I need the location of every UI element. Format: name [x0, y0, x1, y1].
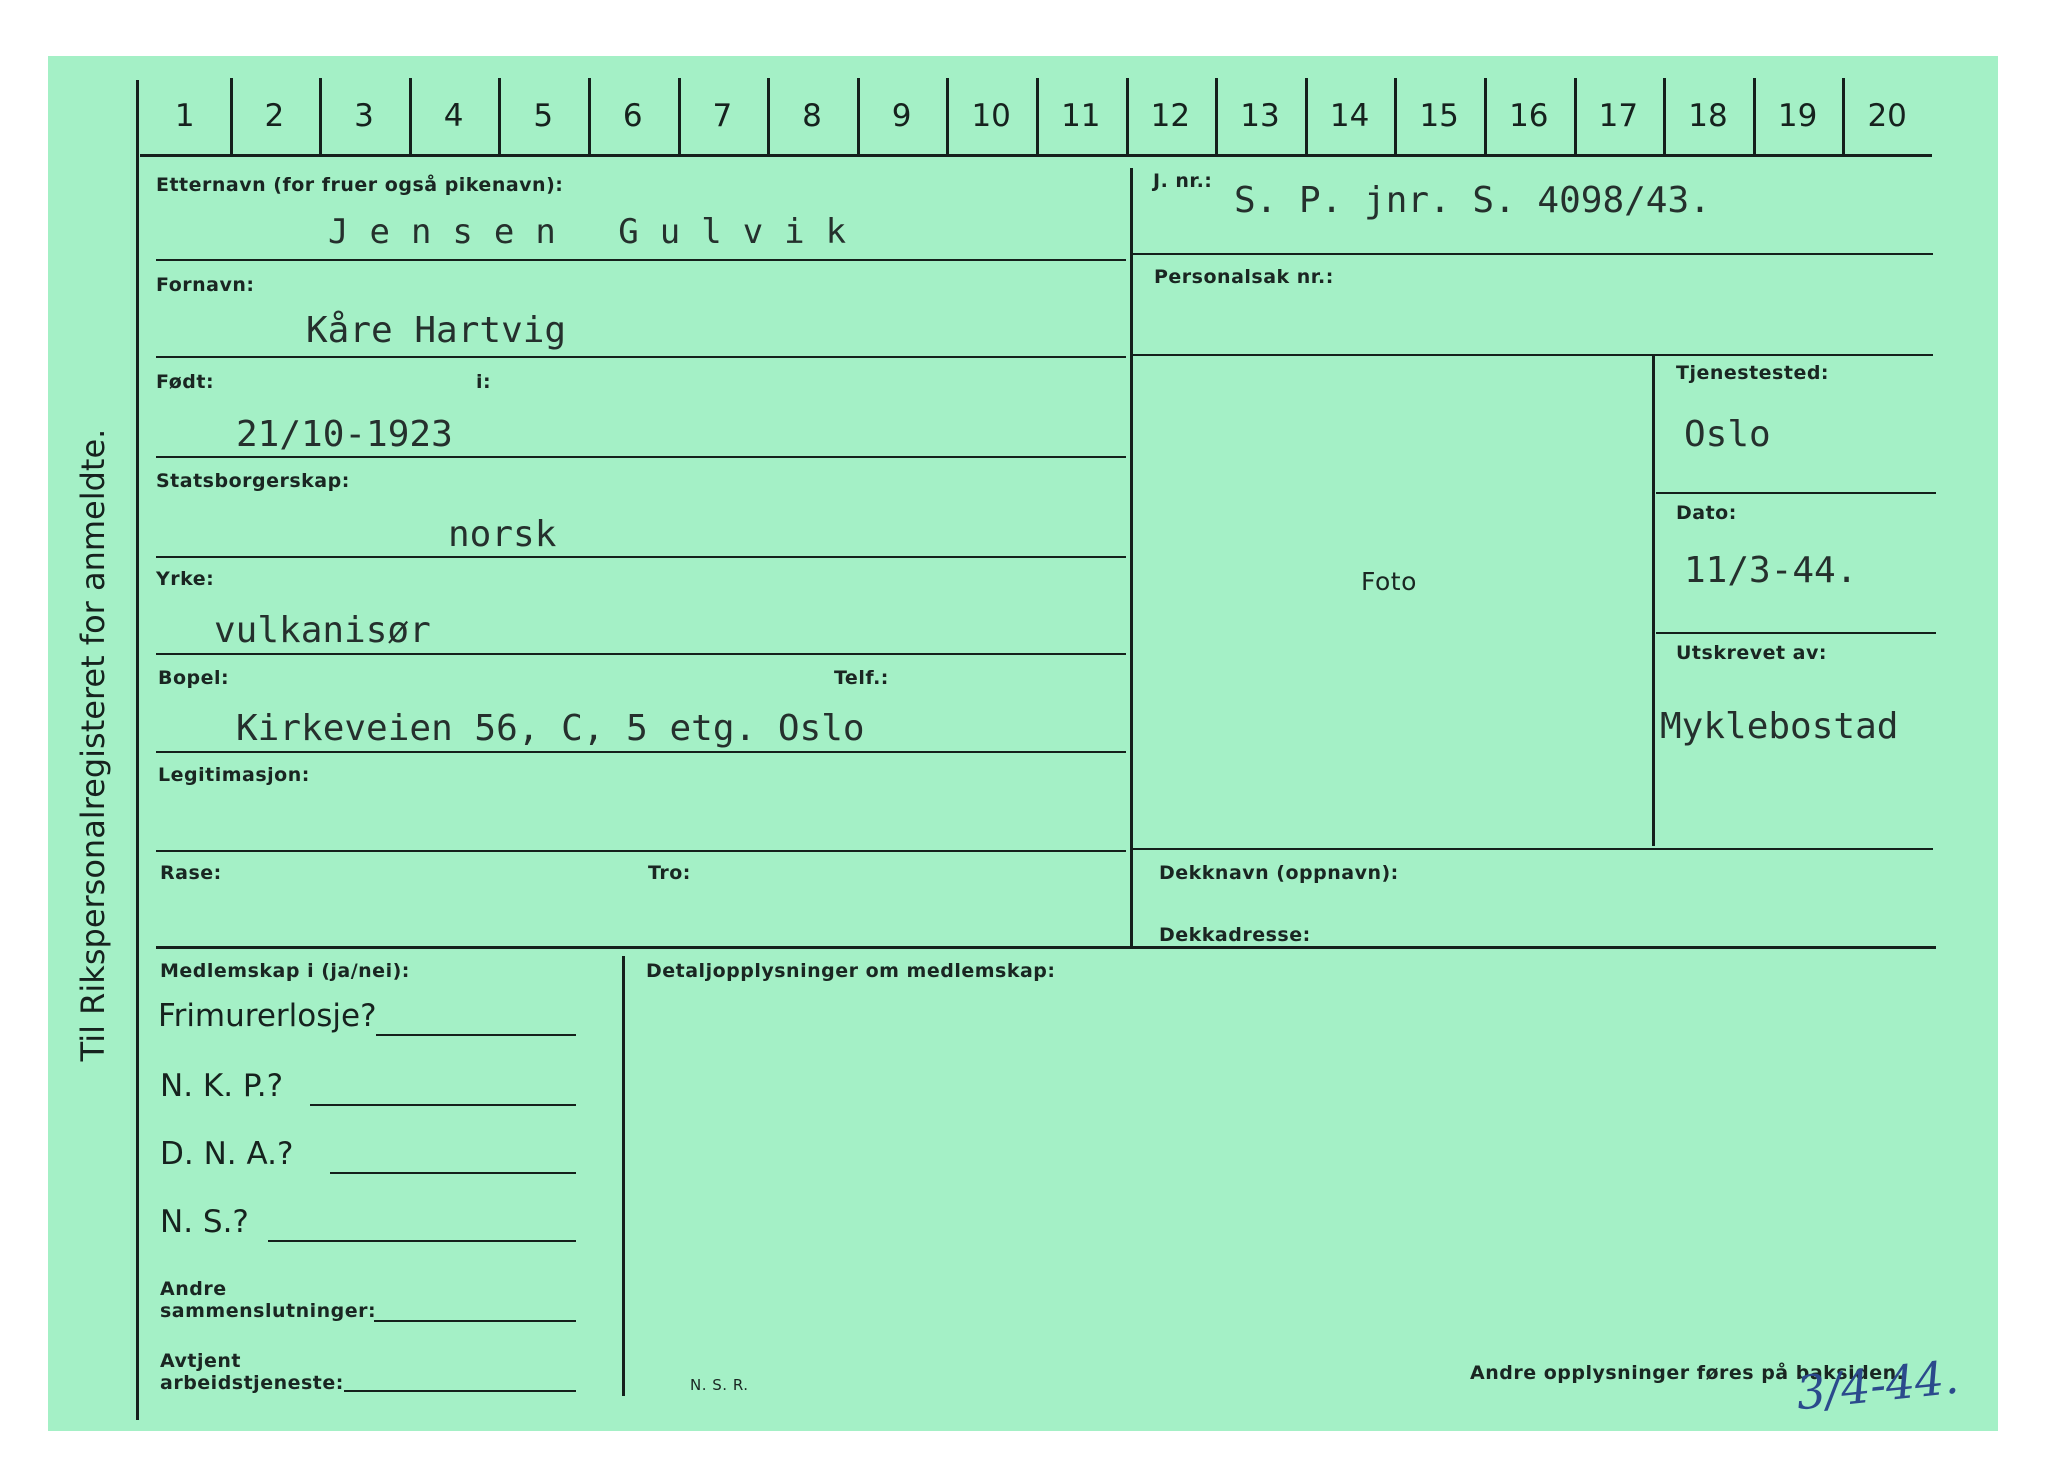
question-frimurer: Frimurerlosje? — [158, 998, 377, 1034]
column-number: 9 — [891, 98, 912, 134]
column-divider — [1305, 78, 1308, 154]
label-andre-2: sammenslutninger: — [160, 1300, 377, 1322]
column-divider — [498, 78, 501, 154]
rule — [156, 356, 1126, 358]
question-dna: D. N. A.? — [160, 1136, 294, 1172]
rule — [156, 850, 1126, 852]
membership-divider — [622, 956, 625, 1396]
column-number: 14 — [1329, 98, 1370, 134]
column-number: 4 — [443, 98, 464, 134]
column-number: 13 — [1240, 98, 1280, 134]
column-number: 17 — [1598, 98, 1639, 134]
value-tjenestested: Oslo — [1684, 414, 1771, 455]
label-jnr: J. nr.: — [1153, 170, 1213, 192]
column-number: 1 — [174, 98, 195, 134]
value-jnr: S. P. jnr. S. 4098/43. — [1234, 180, 1711, 221]
label-etternavn: Etternavn (for fruer også pikenavn): — [156, 174, 564, 196]
column-number: 6 — [622, 98, 643, 134]
value-bopel: Kirkeveien 56, C, 5 etg. Oslo — [236, 708, 865, 749]
rule — [1656, 632, 1936, 634]
label-medlemskap: Medlemskap i (ja/nei): — [160, 960, 410, 982]
rule — [1133, 253, 1933, 255]
answer-line-nkp — [310, 1104, 576, 1106]
rule — [1133, 848, 1933, 850]
value-statsborgerskap: norsk — [448, 514, 557, 555]
question-nkp: N. K. P.? — [160, 1068, 284, 1104]
rule — [1656, 492, 1936, 494]
label-detaljer: Detaljopplysninger om medlemskap: — [646, 960, 1056, 982]
answer-line-frimurer — [376, 1034, 576, 1036]
question-ns: N. S.? — [160, 1204, 249, 1240]
label-tro: Tro: — [648, 862, 691, 884]
footer-note: Andre opplysninger føres på baksiden. — [1470, 1362, 1905, 1384]
answer-line-dna — [330, 1172, 576, 1174]
column-number: 20 — [1867, 98, 1907, 134]
answer-line-ns — [268, 1240, 576, 1242]
column-number: 12 — [1150, 98, 1191, 134]
column-divider — [1126, 78, 1129, 154]
label-statsborgerskap: Statsborgerskap: — [156, 470, 350, 492]
column-number: 16 — [1509, 98, 1549, 134]
column-number: 19 — [1777, 98, 1818, 134]
label-foto: Foto — [1361, 567, 1417, 596]
column-number: 7 — [712, 98, 733, 134]
side-text: Til Rikspersonalregisteret for anmeldte. — [74, 428, 112, 1062]
handwritten-date: 3/4-44. — [1793, 1349, 1962, 1421]
registration-card — [48, 56, 1998, 1431]
label-tjenestested: Tjenestested: — [1676, 362, 1830, 384]
section-rule — [156, 946, 1936, 949]
column-number: 3 — [354, 98, 374, 134]
answer-line-avtjent — [344, 1390, 576, 1392]
column-divider — [767, 78, 770, 154]
value-fodt: 21/10-1923 — [236, 414, 453, 455]
column-divider — [1036, 78, 1039, 154]
column-divider — [1842, 78, 1845, 154]
label-fodt: Født: — [156, 371, 215, 393]
column-divider — [1753, 78, 1756, 154]
header-rule — [140, 154, 1932, 157]
label-yrke: Yrke: — [156, 568, 215, 590]
rule — [156, 556, 1126, 558]
value-dato: 11/3-44. — [1684, 550, 1858, 591]
rule — [1133, 354, 1933, 356]
rule — [156, 456, 1126, 458]
column-number: 5 — [533, 98, 554, 134]
value-yrke: vulkanisør — [214, 610, 431, 651]
column-divider — [1215, 78, 1218, 154]
value-etternavn: Jensen Gulvik — [328, 212, 868, 252]
column-number: 10 — [971, 98, 1011, 134]
label-legitimasjon: Legitimasjon: — [158, 764, 310, 786]
column-divider — [1663, 78, 1666, 154]
column-number: 15 — [1419, 98, 1459, 134]
label-avtjent-2: arbeidstjeneste: — [160, 1372, 344, 1394]
column-divider — [678, 78, 681, 154]
label-andre-1: Andre — [160, 1278, 227, 1300]
rule — [156, 653, 1126, 655]
column-number: 2 — [264, 98, 285, 134]
column-divider — [1574, 78, 1577, 154]
label-dato: Dato: — [1676, 502, 1737, 524]
value-fornavn: Kåre Hartvig — [306, 310, 567, 351]
column-number: 8 — [802, 98, 822, 134]
label-avtjent-1: Avtjent — [160, 1350, 242, 1372]
rule — [156, 751, 1126, 753]
column-divider — [946, 78, 949, 154]
label-i: i: — [476, 371, 492, 393]
photo-right-divider — [1652, 356, 1655, 846]
column-divider — [230, 78, 233, 154]
label-personalsak: Personalsak nr.: — [1154, 266, 1334, 288]
label-dekkadresse: Dekkadresse: — [1159, 924, 1311, 946]
middle-divider — [1130, 168, 1133, 948]
printer-mark: N. S. R. — [690, 1376, 749, 1394]
column-number: 11 — [1061, 98, 1101, 134]
rule — [156, 259, 1126, 261]
column-divider — [319, 78, 322, 154]
label-dekknavn: Dekknavn (oppnavn): — [1159, 862, 1399, 884]
label-utskrevet: Utskrevet av: — [1676, 642, 1827, 664]
label-telf: Telf.: — [834, 667, 889, 689]
column-number: 18 — [1688, 98, 1728, 134]
column-divider — [857, 78, 860, 154]
left-border-line — [136, 80, 139, 1420]
column-divider — [409, 78, 412, 154]
column-divider — [1394, 78, 1397, 154]
answer-line-andre — [374, 1320, 576, 1322]
label-bopel: Bopel: — [158, 667, 230, 689]
label-rase: Rase: — [160, 862, 222, 884]
column-divider — [1484, 78, 1487, 154]
column-divider — [588, 78, 591, 154]
value-utskrevet: Myklebostad — [1660, 706, 1899, 747]
label-fornavn: Fornavn: — [156, 274, 255, 296]
